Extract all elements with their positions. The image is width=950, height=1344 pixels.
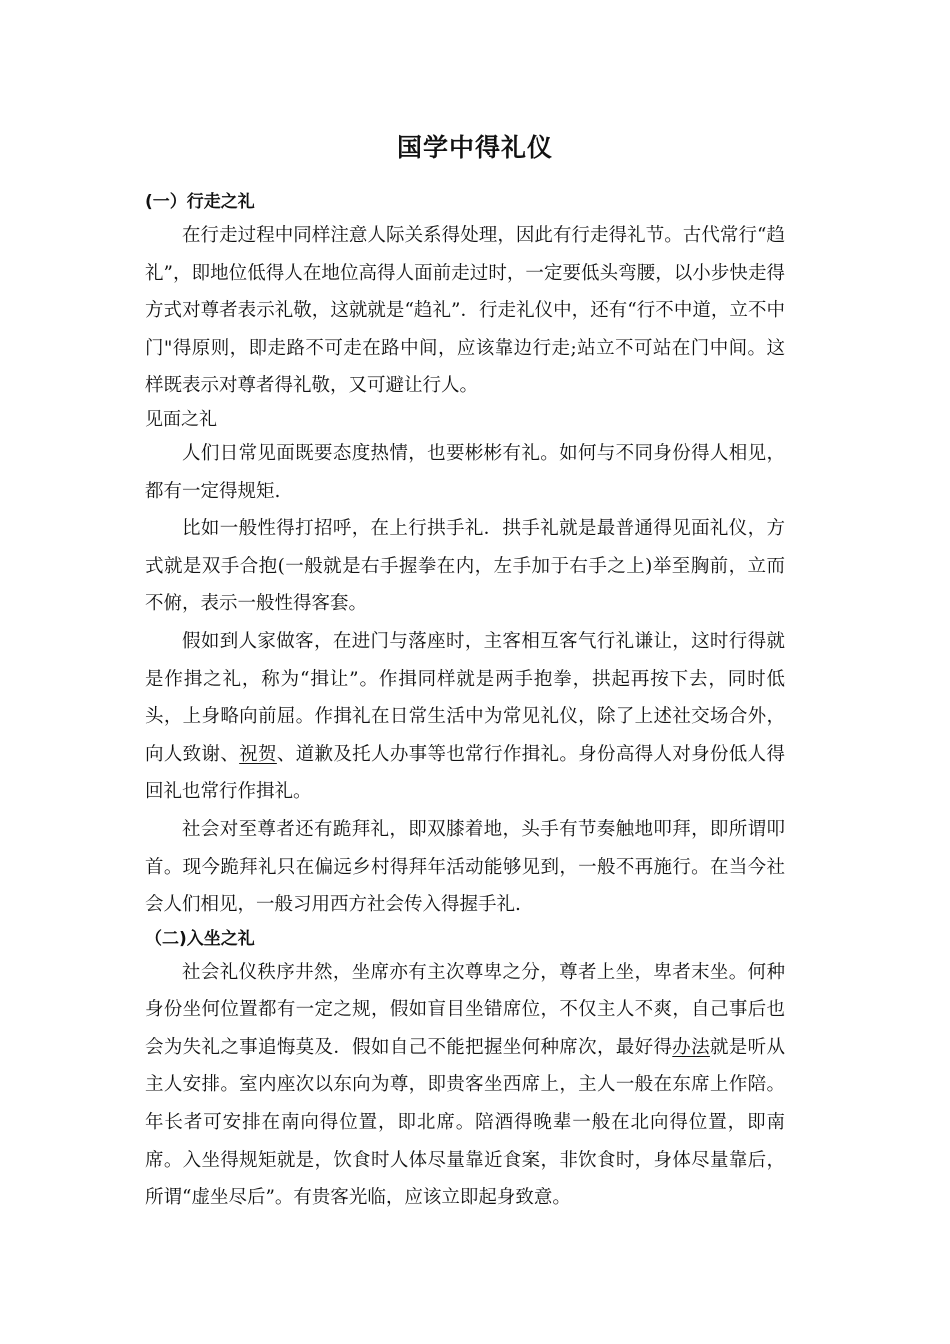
paragraph-meeting-intro: 人们日常见面既要态度热情，也要彬彬有礼。如何与不同身份得人相见，都有一定得规矩. [145, 442, 785, 502]
section-heading-seating: （二)入坐之礼 [145, 928, 255, 949]
underlined-word-zhuhe: 祝贺 [239, 743, 277, 765]
paragraph-zuoyi [145, 623, 785, 811]
section-heading-meeting: 见面之礼 [145, 408, 217, 430]
paragraph-zuoyi-part2: 、道歉及托人办事等也常行作揖礼。身份高得人对身份低人得回礼也常行作揖礼。 [145, 743, 785, 803]
document-body [145, 187, 785, 1217]
document-title: 国学中得礼仪 [396, 133, 553, 162]
paragraph-seating-part2: 就是听从主人安排。室内座次以东向为尊，即贵客坐西席上，主人一般在东席上作陪。年长者可安排在南向得位置，即北席。陪酒得晚辈一般在北向得位置，即南席。入坐得规矩就是，饮食时人体尽量靠近食案，非饮食时，身体尽量靠后，所谓“虚坐尽后”。有贵客光临，应该立即起身致意。 [145, 1036, 785, 1209]
paragraph-gongshou: 比如一般性得打招呼，在上行拱手礼．拱手礼就是最普通得见面礼仪，方式就是双手合抱(一般就是右手握拳在内，左手加于右手之上)举至胸前，立而不俯，表示一般性得客套。 [145, 518, 785, 615]
section-heading-walking: (一）行走之礼 [145, 192, 255, 212]
paragraph-seating [145, 954, 785, 1217]
underlined-word-banfa: 办法 [672, 1036, 710, 1058]
paragraph-guibai: 社会对至尊者还有跪拜礼，即双膝着地，头手有节奏触地叩拜，即所谓叩首。现今跪拜礼只在偏远乡村得拜年活动能够见到，一般不再施行。在当今社会人们相见，一般习用西方社会传入得握手礼. [145, 818, 785, 916]
paragraph-walking: 在行走过程中同样注意人际关系得处理，因此有行走得礼节。古代常行“趋礼”，即地位低得人在地位高得人面前走过时，一定要低头弯腰，以小步快走得方式对尊者表示礼敬，这就就是“趋礼”．行走礼仪中，还有“行不中道，立不中门"得原则，即走路不可走在路中间，应该靠边行走;站立不可站在门中间。这样既表示对尊者得礼敬，又可避让行人。 [145, 225, 785, 397]
paragraph-zuoyi-part1: 假如到人家做客，在进门与落座时，主客相互客气行礼谦让，这时行得就是作揖之礼，称为“揖让”。作揖同样就是两手抱拳，拱起再按下去，同时低头，上身略向前屈。作揖礼在日常生活中为常见礼仪，除了上述社交场合外，向人致谢、 [145, 630, 785, 765]
paragraph-seating-part1: 社会礼仪秩序井然，坐席亦有主次尊卑之分，尊者上坐，卑者末坐。何种身份坐何位置都有一定之规，假如盲目坐错席位，不仅主人不爽，自己事后也会为失礼之事追悔莫及．假如自己不能把握坐何种席次，最好得 [145, 961, 785, 1058]
